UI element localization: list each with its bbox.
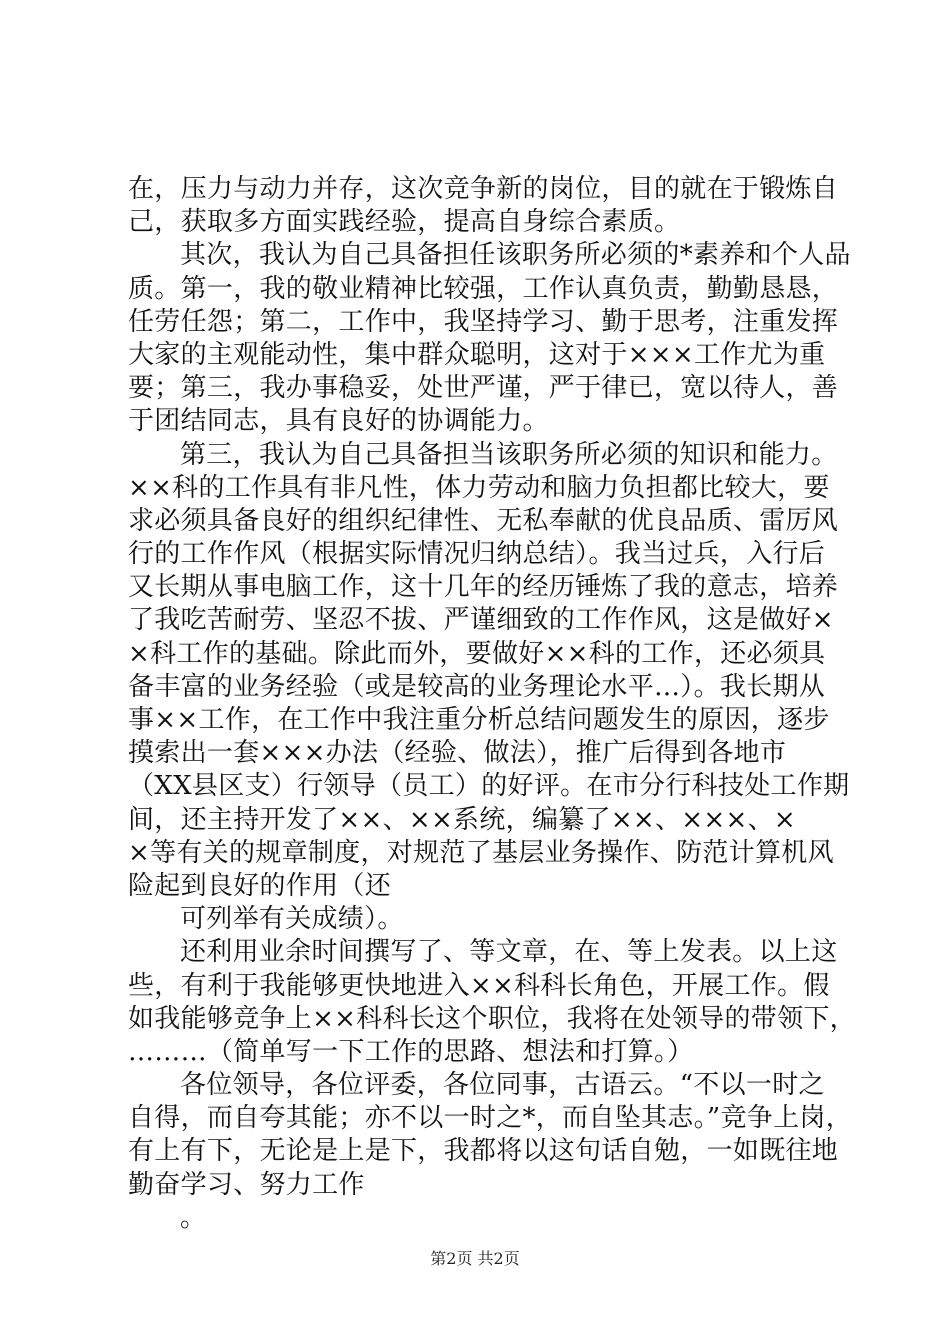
text-line: 在，压力与动力并存，这次竞争新的岗位，目的就在于锻炼自 <box>128 174 839 204</box>
text-line: 了我吃苦耐劳、坚忍不拔、严谨细致的工作作风，这是做好× <box>128 605 834 636</box>
text-line: 求必须具备良好的组织纪律性、无私奉献的优良品质、雷厉风 <box>128 505 839 536</box>
text-line: 己，获取多方面实践经验，提高自身综合素质。 <box>128 207 681 238</box>
text-line: 勤奋学习、努力工作 <box>128 1169 365 1200</box>
text-line: ×等有关的规章制度，对规范了基层业务操作、防范计算机风 <box>128 837 834 868</box>
text-line: 要；第三，我办事稳妥，处世严谨，严于律已，宽以待人，善 <box>128 373 839 404</box>
text-line: ××科的工作具有非凡性，体力劳动和脑力负担都比较大，要 <box>128 472 830 503</box>
text-line: 又长期从事电脑工作，这十几年的经历锤炼了我的意志，培养 <box>128 572 839 603</box>
text-line: 间，还主持开发了××、××系统，编纂了××、×××、× <box>128 804 796 835</box>
text-line: 如我能够竞争上××科科长这个职位，我将在处领导的带领下， <box>128 1003 856 1034</box>
text-line: （XX县区支）行领导（员工）的好评。在市分行科技处工作期 <box>128 771 850 802</box>
text-line: 。 <box>180 1202 207 1233</box>
text-line: ………（简单写一下工作的思路、想法和打算。） <box>128 1036 694 1067</box>
text-line: 备丰富的业务经验（或是较高的业务理论水平…）。我长期从 <box>128 671 826 702</box>
text-line: 大家的主观能动性，集中群众聪明，这对于×××工作尤为重 <box>128 339 826 370</box>
text-line: 各位领导，各位评委，各位同事，古语云。“不以一时之 <box>180 1070 825 1101</box>
text-line: 些，有利于我能够更快地进入××科科长角色，开展工作。假 <box>128 970 830 1001</box>
text-line: 于团结同志，具有良好的协调能力。 <box>128 406 549 437</box>
text-line: 其次，我认为自己具备担任该职务所必须的*素养和个人品 <box>180 240 851 271</box>
text-line: 险起到良好的作用（还 <box>128 870 392 901</box>
text-line: 还利用业余时间撰写了、等文章，在、等上发表。以上这 <box>180 937 838 968</box>
text-line: 第三，我认为自己具备担当该职务所必须的知识和能力。 <box>180 439 838 470</box>
text-line: 质。第一，我的敬业精神比较强，工作认真负责，勤勤恳恳， <box>128 273 839 304</box>
text-line: 摸索出一套×××办法（经验、做法），推广后得到各地市 <box>128 738 787 769</box>
text-line: 自得，而自夸其能；亦不以一时之*，而自坠其志。”竞争上岗， <box>128 1103 852 1134</box>
text-line: 事××工作，在工作中我注重分析总结问题发生的原因，逐步 <box>128 705 830 735</box>
text-line: 有上有下，无论是上是下，我都将以这句话自勉，一如既往地 <box>128 1136 839 1167</box>
text-line: 行的工作作风（根据实际情况归纳总结）。我当过兵，入行后 <box>128 539 826 570</box>
text-line: 任劳任怨；第二，工作中，我坚持学习、勤于思考，注重发挥 <box>128 306 839 337</box>
text-line: 可列举有关成绩）。 <box>180 904 404 935</box>
document-body <box>128 173 856 1235</box>
page-footer: 第2页 共2页 <box>430 1249 520 1268</box>
text-line: ×科工作的基础。除此而外，要做好××科的工作，还必须具 <box>128 638 826 669</box>
